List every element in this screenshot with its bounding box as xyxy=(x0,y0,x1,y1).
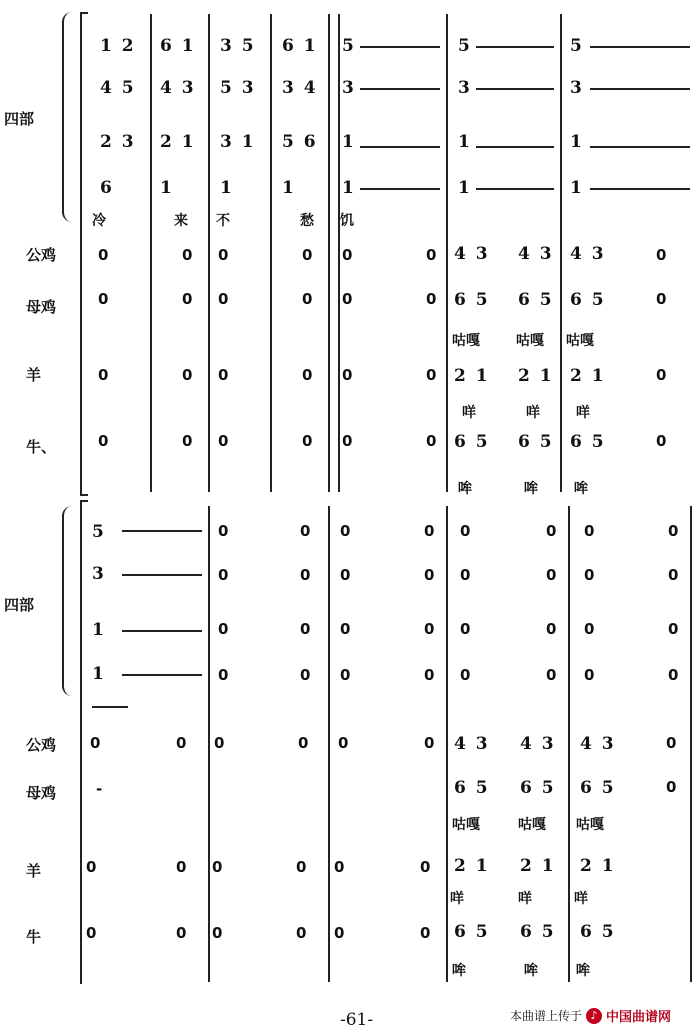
note: 1 xyxy=(570,132,584,152)
rest: 0 xyxy=(584,566,595,584)
rest: 0 xyxy=(218,246,229,264)
hold-line xyxy=(122,574,202,576)
animal-lyric: 咕嘎 xyxy=(452,817,480,833)
hold-line xyxy=(476,188,554,190)
animal-lyric: 咕嘎 xyxy=(566,333,594,349)
rest: 0 xyxy=(302,366,313,384)
rest: 0 xyxy=(98,246,109,264)
site-watermark xyxy=(510,1006,671,1025)
note: 6 5 xyxy=(518,432,554,452)
note: 1 xyxy=(92,664,106,684)
hold-line xyxy=(122,530,202,532)
note: 6 5 xyxy=(580,778,616,798)
rest: 0 xyxy=(300,666,311,684)
site-logo-icon: ♪ xyxy=(586,1008,602,1024)
rest: 0 xyxy=(546,566,557,584)
part-label-sheep: 羊 xyxy=(26,862,42,880)
rest: 0 xyxy=(668,620,679,638)
brace-four-part xyxy=(62,12,74,222)
note: 6 1 xyxy=(160,36,196,56)
note: 1 xyxy=(220,178,234,198)
rest: 0 xyxy=(182,290,193,308)
rest: - xyxy=(96,780,103,798)
rest: 0 xyxy=(656,432,667,450)
lyric: 不 xyxy=(216,213,230,229)
rest: 0 xyxy=(424,620,435,638)
part-label-four-part: 四部 xyxy=(4,596,35,614)
animal-lyric: 哞 xyxy=(576,963,590,979)
part-label-hen: 母鸡 xyxy=(26,784,57,802)
rest: 0 xyxy=(546,666,557,684)
note: 4 3 xyxy=(160,78,196,98)
animal-lyric: 哞 xyxy=(458,481,472,497)
note: 4 3 xyxy=(570,244,606,264)
rest: 0 xyxy=(584,522,595,540)
rest: 0 xyxy=(218,290,229,308)
note: 2 1 xyxy=(520,856,556,876)
rest: 0 xyxy=(334,924,345,942)
rest: 0 xyxy=(420,858,431,876)
rest: 0 xyxy=(424,522,435,540)
rest: 0 xyxy=(584,620,595,638)
rest: 0 xyxy=(182,246,193,264)
note: 3 1 xyxy=(220,132,256,152)
note: 1 xyxy=(570,178,584,198)
rest: 0 xyxy=(98,366,109,384)
note: 2 3 xyxy=(100,132,136,152)
hold-line xyxy=(476,88,554,90)
hold-line xyxy=(122,674,202,676)
part-label-sheep: 羊 xyxy=(26,366,42,384)
note: 1 xyxy=(458,132,472,152)
rest: 0 xyxy=(668,566,679,584)
rest: 0 xyxy=(656,246,667,264)
note: 3 xyxy=(570,78,584,98)
barline xyxy=(560,14,562,492)
rest: 0 xyxy=(546,522,557,540)
note: 3 5 xyxy=(220,36,256,56)
rest: 0 xyxy=(300,566,311,584)
note: 5 3 xyxy=(220,78,256,98)
note: 1 xyxy=(92,620,106,640)
animal-lyric: 哞 xyxy=(574,481,588,497)
animal-lyric: 咩 xyxy=(576,405,590,421)
rest: 0 xyxy=(424,566,435,584)
animal-lyric: 咩 xyxy=(526,405,540,421)
note: 5 xyxy=(342,36,356,56)
animal-lyric: 咩 xyxy=(574,891,588,907)
note: 2 1 xyxy=(454,366,490,386)
rest: 0 xyxy=(176,858,187,876)
rest: 0 xyxy=(300,522,311,540)
rest: 0 xyxy=(460,522,471,540)
animal-lyric: 哞 xyxy=(524,481,538,497)
rest: 0 xyxy=(460,666,471,684)
barline xyxy=(208,506,210,982)
rest: 0 xyxy=(424,666,435,684)
hold-line xyxy=(590,146,690,148)
note: 3 4 xyxy=(282,78,318,98)
rest: 0 xyxy=(656,366,667,384)
rest: 0 xyxy=(338,734,349,752)
animal-lyric: 咩 xyxy=(462,405,476,421)
animal-lyric: 咩 xyxy=(518,891,532,907)
rest: 0 xyxy=(176,734,187,752)
note: 1 xyxy=(342,178,356,198)
rest: 0 xyxy=(212,924,223,942)
rest: 0 xyxy=(302,432,313,450)
rest: 0 xyxy=(300,620,311,638)
rest: 0 xyxy=(342,366,353,384)
rest: 0 xyxy=(296,858,307,876)
animal-lyric: 哞 xyxy=(524,963,538,979)
rest: 0 xyxy=(98,290,109,308)
part-label-hen: 母鸡 xyxy=(26,298,57,316)
rest: 0 xyxy=(342,432,353,450)
rest: 0 xyxy=(182,432,193,450)
barline xyxy=(446,506,448,982)
note: 2 1 xyxy=(570,366,606,386)
note: 5 xyxy=(570,36,584,56)
rest: 0 xyxy=(426,366,437,384)
note: 6 5 xyxy=(570,290,606,310)
hold-line xyxy=(92,706,128,708)
rest: 0 xyxy=(98,432,109,450)
part-label-four-part: 四部 xyxy=(4,110,35,128)
rest: 0 xyxy=(666,778,677,796)
barline xyxy=(328,506,330,982)
hold-line xyxy=(476,46,554,48)
rest: 0 xyxy=(546,620,557,638)
note: 4 5 xyxy=(100,78,136,98)
rest: 0 xyxy=(340,666,351,684)
part-label-rooster: 公鸡 xyxy=(26,246,57,264)
note: 3 xyxy=(458,78,472,98)
note: 4 3 xyxy=(454,244,490,264)
lyric: 冷 xyxy=(92,213,106,229)
page-number: -61- xyxy=(340,1010,374,1030)
barline xyxy=(568,506,570,982)
animal-lyric: 咕嘎 xyxy=(452,333,480,349)
rest: 0 xyxy=(218,366,229,384)
rest: 0 xyxy=(342,290,353,308)
hold-line xyxy=(590,88,690,90)
note: 1 xyxy=(282,178,296,198)
rest: 0 xyxy=(668,666,679,684)
animal-lyric: 咕嘎 xyxy=(516,333,544,349)
note: 3 xyxy=(92,564,106,584)
rest: 0 xyxy=(298,734,309,752)
site-name: 中国曲谱网 xyxy=(606,1010,672,1025)
rest: 0 xyxy=(656,290,667,308)
rest: 0 xyxy=(302,290,313,308)
rest: 0 xyxy=(214,734,225,752)
rest: 0 xyxy=(176,924,187,942)
rest: 0 xyxy=(218,522,229,540)
rest: 0 xyxy=(218,620,229,638)
note: 5 xyxy=(92,522,106,542)
lyric: 饥 xyxy=(340,213,354,229)
note: 6 5 xyxy=(520,922,556,942)
animal-lyric: 咕嘎 xyxy=(576,817,604,833)
note: 2 1 xyxy=(580,856,616,876)
rest: 0 xyxy=(426,246,437,264)
note: 2 1 xyxy=(160,132,196,152)
note: 4 3 xyxy=(518,244,554,264)
rest: 0 xyxy=(218,566,229,584)
rest: 0 xyxy=(668,522,679,540)
part-label-cow: 牛 xyxy=(26,928,42,946)
note: 4 3 xyxy=(520,734,556,754)
note: 1 xyxy=(342,132,356,152)
hold-line xyxy=(590,46,690,48)
note: 6 5 xyxy=(518,290,554,310)
rest: 0 xyxy=(302,246,313,264)
rest: 0 xyxy=(460,566,471,584)
note: 6 5 xyxy=(454,922,490,942)
note: 6 5 xyxy=(454,432,490,452)
animal-lyric: 咩 xyxy=(450,891,464,907)
brace-four-part xyxy=(62,506,74,696)
note: 1 xyxy=(458,178,472,198)
rest: 0 xyxy=(584,666,595,684)
note: 6 5 xyxy=(520,778,556,798)
rest: 0 xyxy=(334,858,345,876)
animal-lyric: 咕嘎 xyxy=(518,817,546,833)
rest: 0 xyxy=(424,734,435,752)
barline xyxy=(328,14,330,492)
rest: 0 xyxy=(460,620,471,638)
rest: 0 xyxy=(426,432,437,450)
rest: 0 xyxy=(90,734,101,752)
bracket-system-2 xyxy=(80,500,88,984)
barline xyxy=(270,14,272,492)
note: 4 3 xyxy=(580,734,616,754)
note: 6 5 xyxy=(580,922,616,942)
rest: 0 xyxy=(666,734,677,752)
note: 6 1 xyxy=(282,36,318,56)
rest: 0 xyxy=(86,858,97,876)
rest: 0 xyxy=(426,290,437,308)
rest: 0 xyxy=(212,858,223,876)
hold-line xyxy=(360,46,440,48)
note: 6 5 xyxy=(570,432,606,452)
note: 3 xyxy=(342,78,356,98)
lyric: 愁 xyxy=(300,213,314,229)
note: 1 xyxy=(160,178,174,198)
note: 2 1 xyxy=(454,856,490,876)
note: 2 1 xyxy=(518,366,554,386)
rest: 0 xyxy=(342,246,353,264)
note: 5 xyxy=(458,36,472,56)
rest: 0 xyxy=(340,566,351,584)
part-label-cow: 牛、 xyxy=(26,438,57,456)
lyric: 来 xyxy=(174,213,188,229)
note: 6 5 xyxy=(454,778,490,798)
hold-line xyxy=(360,146,440,148)
hold-line xyxy=(122,630,202,632)
note: 5 6 xyxy=(282,132,318,152)
note: 6 xyxy=(100,178,114,198)
upload-note: 本曲谱上传于 xyxy=(510,1009,583,1023)
bracket-system-1 xyxy=(80,12,88,496)
part-label-rooster: 公鸡 xyxy=(26,736,57,754)
animal-lyric: 哞 xyxy=(452,963,466,979)
rest: 0 xyxy=(218,666,229,684)
hold-line xyxy=(360,188,440,190)
barline xyxy=(690,506,692,982)
barline xyxy=(338,14,340,492)
rest: 0 xyxy=(340,522,351,540)
barline xyxy=(208,14,210,492)
hold-line xyxy=(476,146,554,148)
note: 6 5 xyxy=(454,290,490,310)
rest: 0 xyxy=(182,366,193,384)
note: 4 3 xyxy=(454,734,490,754)
rest: 0 xyxy=(296,924,307,942)
rest: 0 xyxy=(340,620,351,638)
rest: 0 xyxy=(86,924,97,942)
note: 1 2 xyxy=(100,36,136,56)
rest: 0 xyxy=(218,432,229,450)
hold-line xyxy=(590,188,690,190)
barline xyxy=(446,14,448,492)
barline xyxy=(150,14,152,492)
hold-line xyxy=(360,88,440,90)
rest: 0 xyxy=(420,924,431,942)
